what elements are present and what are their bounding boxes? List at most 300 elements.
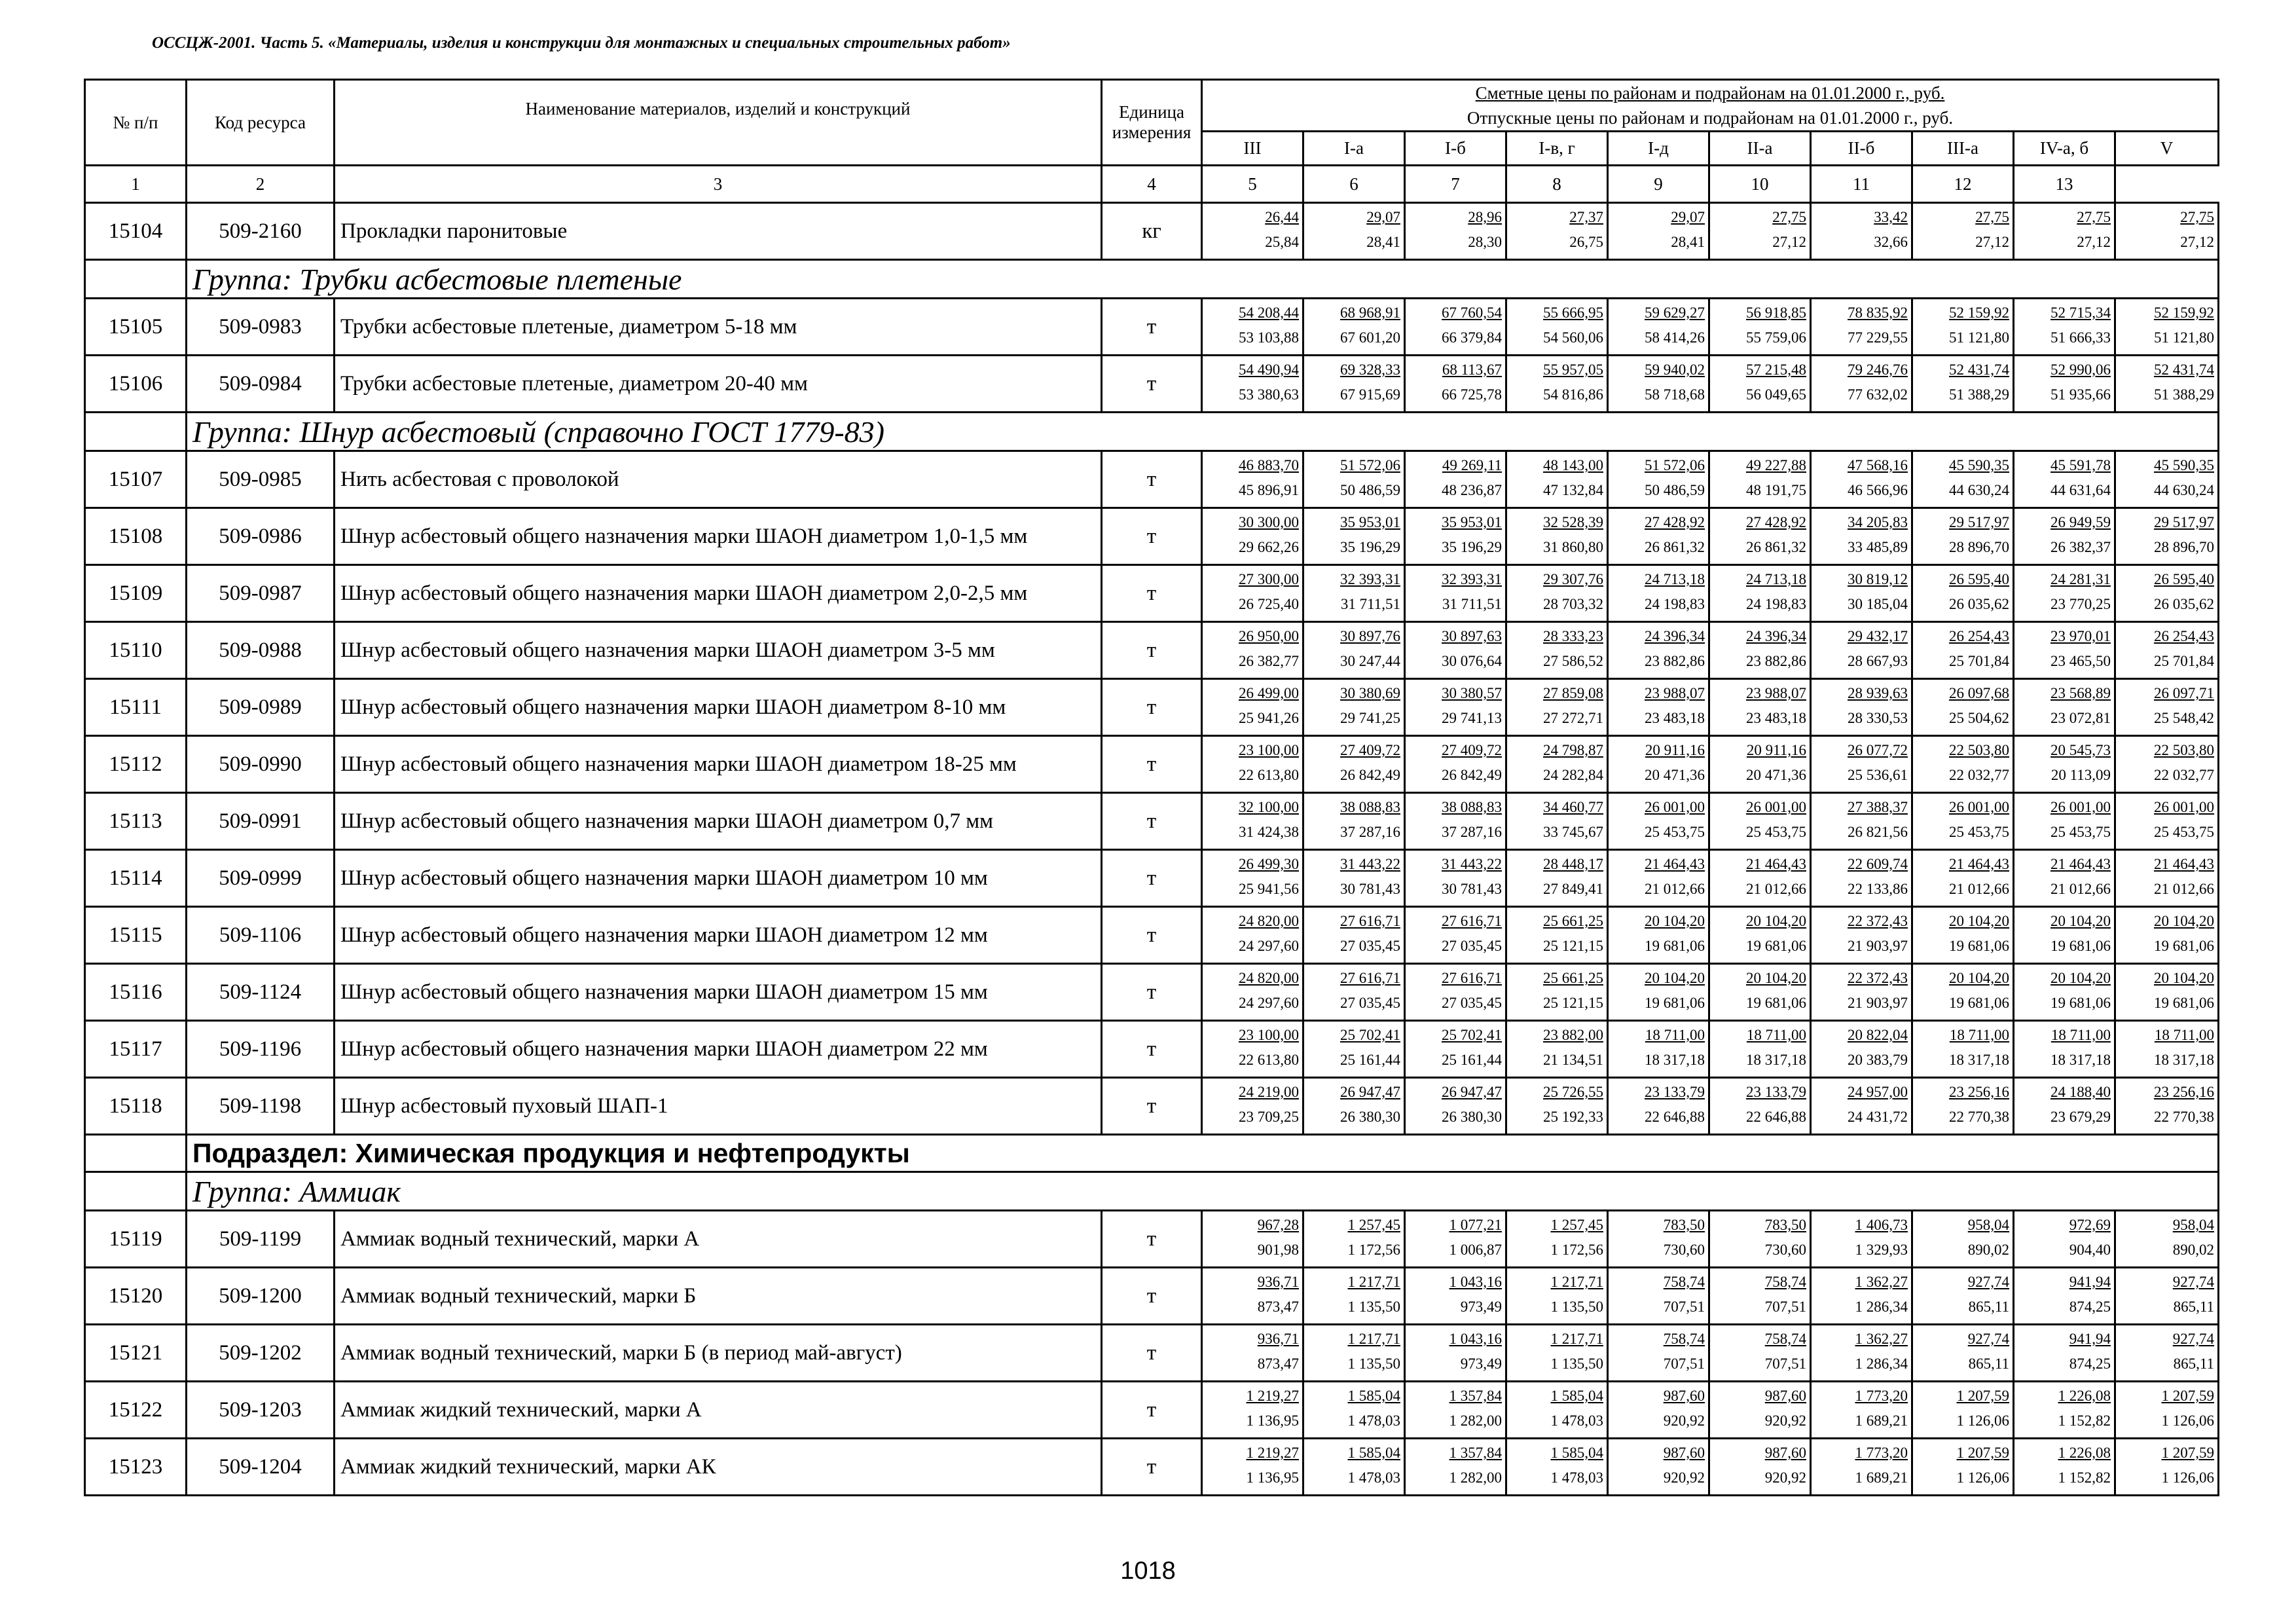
price-cell — [1912, 964, 2014, 1021]
price-cell — [1811, 850, 1912, 907]
row-number: 15120 — [85, 1268, 187, 1325]
release-price: 730,60 — [1764, 1242, 1806, 1258]
price-cell — [1709, 964, 1811, 1021]
release-price: 67 915,69 — [1340, 386, 1400, 403]
column-number: 4 — [1102, 166, 1202, 203]
estimate-price: 32 393,31 — [1340, 571, 1400, 587]
estimate-price: 27,37 — [1569, 209, 1603, 225]
price-cell — [1405, 1325, 1506, 1382]
release-price: 19 681,06 — [2154, 938, 2214, 954]
price-cell — [1811, 451, 1912, 508]
estimate-price: 20 911,16 — [1746, 742, 1806, 758]
price-cell — [1608, 1021, 1709, 1078]
price-cell — [1303, 1325, 1405, 1382]
estimate-price: 27 300,00 — [1239, 571, 1299, 587]
row-number: 15115 — [85, 907, 187, 964]
release-price: 18 317,18 — [1645, 1052, 1705, 1068]
release-price: 18 317,18 — [2050, 1052, 2111, 1068]
release-price: 28,30 — [1468, 234, 1502, 250]
resource-code: 509-1199 — [187, 1211, 335, 1268]
page-header: ОССЦЖ-2001. Часть 5. «Материалы, изделия и конструкции для монтажных и специальных строительных работ» — [152, 34, 1011, 52]
estimate-price: 958,04 — [2172, 1217, 2214, 1233]
release-price: 51 935,66 — [2050, 386, 2111, 403]
material-name: Трубки асбестовые плетеные, диаметром 5-18 мм — [335, 299, 1102, 356]
price-cell — [2014, 622, 2115, 679]
release-price: 29 741,13 — [1442, 710, 1502, 726]
estimate-price: 30 300,00 — [1239, 514, 1299, 530]
resource-code: 509-1202 — [187, 1325, 335, 1382]
estimate-price: 67 760,54 — [1442, 304, 1502, 321]
release-price: 707,51 — [1764, 1299, 1806, 1315]
price-cell — [1709, 793, 1811, 850]
price-cell — [1912, 793, 2014, 850]
estimate-price: 21 464,43 — [2154, 856, 2214, 872]
estimate-price: 27 428,92 — [1645, 514, 1705, 530]
estimate-price: 1 207,59 — [1956, 1445, 2009, 1461]
price-cell — [1709, 850, 1811, 907]
release-price: 1 478,03 — [1550, 1469, 1603, 1486]
price-cell — [1912, 203, 2014, 260]
estimate-price: 936,71 — [1257, 1331, 1299, 1347]
price-cell — [1303, 1078, 1405, 1135]
price-cell — [1912, 1211, 2014, 1268]
price-cell — [1811, 508, 1912, 565]
estimate-price: 23 256,16 — [2154, 1084, 2214, 1100]
estimate-price: 21 464,43 — [2050, 856, 2111, 872]
estimate-price: 20 104,20 — [1645, 913, 1705, 929]
price-cell — [1709, 565, 1811, 622]
estimate-price: 32 393,31 — [1442, 571, 1502, 587]
estimate-price: 79 246,76 — [1848, 361, 1908, 378]
estimate-price: 54 208,44 — [1239, 304, 1299, 321]
release-price: 20 471,36 — [1645, 767, 1705, 783]
price-cell — [1202, 850, 1303, 907]
estimate-price: 46 883,70 — [1239, 457, 1299, 473]
price-cell — [1506, 356, 1608, 413]
estimate-price: 22 503,80 — [1949, 742, 2009, 758]
estimate-price: 1 226,08 — [2058, 1388, 2111, 1404]
release-price: 45 896,91 — [1239, 482, 1299, 498]
price-cell — [1202, 299, 1303, 356]
price-cell — [1506, 736, 1608, 793]
table-row — [85, 565, 2219, 622]
estimate-price: 1 077,21 — [1449, 1217, 1502, 1233]
price-cell — [1608, 964, 1709, 1021]
release-price: 1 689,21 — [1855, 1412, 1908, 1429]
column-number: 2 — [187, 166, 335, 203]
column-number: 12 — [1912, 166, 2014, 203]
price-cell — [1912, 1268, 2014, 1325]
release-price: 25,84 — [1265, 234, 1299, 250]
table-row — [85, 964, 2219, 1021]
estimate-price: 758,74 — [1663, 1274, 1705, 1290]
price-cell — [2115, 622, 2219, 679]
price-cell — [1912, 299, 2014, 356]
release-price: 28 330,53 — [1848, 710, 1908, 726]
release-price: 18 317,18 — [2154, 1052, 2214, 1068]
price-cell — [1811, 1325, 1912, 1382]
release-price: 874,25 — [2069, 1299, 2111, 1315]
price-cell — [1506, 451, 1608, 508]
estimate-price: 28 448,17 — [1543, 856, 1603, 872]
estimate-price: 27 616,71 — [1442, 970, 1502, 986]
release-price: 27 035,45 — [1340, 995, 1400, 1011]
estimate-price: 32 100,00 — [1239, 799, 1299, 815]
estimate-price: 25 702,41 — [1340, 1027, 1400, 1043]
price-cell — [2014, 1021, 2115, 1078]
estimate-price: 49 269,11 — [1442, 457, 1502, 473]
resource-code: 509-0988 — [187, 622, 335, 679]
release-price: 28,41 — [1671, 234, 1705, 250]
unit-cell: т — [1102, 736, 1202, 793]
release-price: 23 882,86 — [1645, 653, 1705, 669]
estimate-price: 22 372,43 — [1848, 913, 1908, 929]
price-cell — [1405, 736, 1506, 793]
release-price: 26,75 — [1569, 234, 1603, 250]
estimate-price: 1 217,71 — [1347, 1331, 1400, 1347]
release-price: 28 896,70 — [2154, 539, 2214, 555]
estimate-price: 45 591,78 — [2050, 457, 2111, 473]
release-price: 27,12 — [1975, 234, 2009, 250]
release-price: 18 317,18 — [1949, 1052, 2009, 1068]
estimate-price: 25 661,25 — [1543, 970, 1603, 986]
estimate-price: 20 104,20 — [2050, 970, 2111, 986]
estimate-price: 25 661,25 — [1543, 913, 1603, 929]
price-cell — [1912, 1078, 2014, 1135]
estimate-price: 27 616,71 — [1340, 913, 1400, 929]
estimate-price: 29 432,17 — [1848, 628, 1908, 644]
release-price: 1 478,03 — [1550, 1412, 1603, 1429]
price-cell — [2115, 964, 2219, 1021]
price-cell — [1303, 203, 1405, 260]
release-price: 66 379,84 — [1442, 329, 1502, 346]
table-row — [85, 850, 2219, 907]
estimate-price: 1 217,71 — [1347, 1274, 1400, 1290]
estimate-price: 55 957,05 — [1543, 361, 1603, 378]
release-price: 20 113,09 — [2050, 767, 2111, 783]
release-price: 21 134,51 — [1543, 1052, 1603, 1068]
estimate-price: 26 097,68 — [1949, 685, 2009, 701]
release-price: 22 613,80 — [1239, 1052, 1299, 1068]
estimate-price: 35 953,01 — [1340, 514, 1400, 530]
estimate-price: 26 001,00 — [1645, 799, 1705, 815]
price-cell — [1202, 565, 1303, 622]
release-price: 20 471,36 — [1746, 767, 1806, 783]
release-price: 25 161,44 — [1340, 1052, 1400, 1068]
row-number: 15121 — [85, 1325, 187, 1382]
table-row — [85, 1021, 2219, 1078]
estimate-price: 30 380,57 — [1442, 685, 1502, 701]
price-cell — [2115, 793, 2219, 850]
estimate-price: 26 001,00 — [2154, 799, 2214, 815]
unit-cell: кг — [1102, 203, 1202, 260]
release-price: 30 185,04 — [1848, 596, 1908, 612]
estimate-price: 20 104,20 — [2050, 913, 2111, 929]
estimate-price: 26 595,40 — [2154, 571, 2214, 587]
release-price: 54 816,86 — [1543, 386, 1603, 403]
price-cell — [1202, 203, 1303, 260]
release-price: 865,11 — [1968, 1299, 2009, 1315]
price-cell — [1202, 736, 1303, 793]
release-price: 26 382,77 — [1239, 653, 1299, 669]
release-price: 25 941,56 — [1239, 881, 1299, 897]
price-cell — [1709, 736, 1811, 793]
release-price: 19 681,06 — [1746, 938, 1806, 954]
estimate-price: 26 001,00 — [1949, 799, 2009, 815]
resource-code: 509-1200 — [187, 1268, 335, 1325]
price-cell — [1912, 622, 2014, 679]
estimate-price: 34 205,83 — [1848, 514, 1908, 530]
estimate-price: 987,60 — [1663, 1388, 1705, 1404]
price-cell — [1405, 203, 1506, 260]
release-price: 31 711,51 — [1442, 596, 1502, 612]
price-cell — [2115, 1382, 2219, 1439]
release-price: 25 453,75 — [1949, 824, 2009, 840]
estimate-price: 52 159,92 — [1949, 304, 2009, 321]
estimate-price: 52 431,74 — [2154, 361, 2214, 378]
release-price: 730,60 — [1663, 1242, 1705, 1258]
price-cell — [1608, 1325, 1709, 1382]
release-price: 56 049,65 — [1746, 386, 1806, 403]
column-number: 10 — [1709, 166, 1811, 203]
row-number: 15110 — [85, 622, 187, 679]
estimate-price: 783,50 — [1663, 1217, 1705, 1233]
release-price: 25 548,42 — [2154, 710, 2214, 726]
release-price: 26 382,37 — [2050, 539, 2111, 555]
estimate-price: 23 568,89 — [2050, 685, 2111, 701]
table-row — [85, 1078, 2219, 1135]
estimate-price: 1 362,27 — [1855, 1331, 1908, 1347]
estimate-price: 967,28 — [1257, 1217, 1299, 1233]
release-price: 26 035,62 — [2154, 596, 2214, 612]
release-price: 901,98 — [1257, 1242, 1299, 1258]
release-price: 27,12 — [2180, 234, 2214, 250]
release-price: 53 103,88 — [1239, 329, 1299, 346]
estimate-price: 1 585,04 — [1550, 1445, 1603, 1461]
price-cell — [1303, 299, 1405, 356]
price-cell — [1405, 356, 1506, 413]
estimate-price: 28,96 — [1468, 209, 1502, 225]
estimate-price: 25 726,55 — [1543, 1084, 1603, 1100]
estimate-price: 758,74 — [1663, 1331, 1705, 1347]
row-number: 15114 — [85, 850, 187, 907]
price-cell — [2014, 565, 2115, 622]
price-cell — [2115, 565, 2219, 622]
estimate-price: 1 257,45 — [1347, 1217, 1400, 1233]
header-region: IV-а, б — [2014, 132, 2115, 166]
price-cell — [1709, 1078, 1811, 1135]
material-name: Прокладки паронитовые — [335, 203, 1102, 260]
release-price: 707,51 — [1663, 1356, 1705, 1372]
release-price: 35 196,29 — [1340, 539, 1400, 555]
table-row — [85, 356, 2219, 413]
estimate-price: 20 104,20 — [1746, 970, 1806, 986]
release-price: 46 566,96 — [1848, 482, 1908, 498]
price-cell — [1608, 1211, 1709, 1268]
unit-cell: т — [1102, 1021, 1202, 1078]
row-number: 15106 — [85, 356, 187, 413]
price-cell — [1506, 1268, 1608, 1325]
resource-code: 509-2160 — [187, 203, 335, 260]
resource-code: 509-1196 — [187, 1021, 335, 1078]
estimate-price: 27 859,08 — [1543, 685, 1603, 701]
group-title: Группа: Трубки асбестовые плетеные — [187, 260, 2219, 299]
release-price: 23 483,18 — [1645, 710, 1705, 726]
estimate-price: 1 585,04 — [1347, 1445, 1400, 1461]
estimate-price: 57 215,48 — [1746, 361, 1806, 378]
price-cell — [1506, 565, 1608, 622]
estimate-price: 1 217,71 — [1550, 1274, 1603, 1290]
column-number: 5 — [1202, 166, 1303, 203]
estimate-price: 927,74 — [2172, 1331, 2214, 1347]
row-number: 15105 — [85, 299, 187, 356]
price-cell — [1912, 679, 2014, 736]
price-cell — [1405, 907, 1506, 964]
release-price: 67 601,20 — [1340, 329, 1400, 346]
unit-cell: т — [1102, 1211, 1202, 1268]
price-cell — [1202, 1382, 1303, 1439]
release-price: 1 126,06 — [1956, 1469, 2009, 1486]
price-cell — [2014, 907, 2115, 964]
price-cell — [1912, 907, 2014, 964]
estimate-price: 27,75 — [2077, 209, 2111, 225]
price-cell — [1811, 736, 1912, 793]
release-price: 1 152,82 — [2058, 1469, 2111, 1486]
estimate-price: 20 104,20 — [1949, 913, 2009, 929]
release-price: 19 681,06 — [2154, 995, 2214, 1011]
estimate-price: 941,94 — [2069, 1331, 2111, 1347]
resource-code: 509-0999 — [187, 850, 335, 907]
price-cell — [1303, 1211, 1405, 1268]
material-name: Шнур асбестовый общего назначения марки ШАОН диаметром 8-10 мм — [335, 679, 1102, 736]
price-cell — [1506, 1325, 1608, 1382]
group-empty-cell — [85, 260, 187, 299]
price-cell — [2115, 508, 2219, 565]
estimate-price: 38 088,83 — [1340, 799, 1400, 815]
release-price: 1 689,21 — [1855, 1469, 1908, 1486]
price-cell — [1506, 1078, 1608, 1135]
estimate-price: 22 372,43 — [1848, 970, 1908, 986]
price-cell — [1506, 964, 1608, 1021]
estimate-price: 26 595,40 — [1949, 571, 2009, 587]
release-price: 31 711,51 — [1340, 596, 1400, 612]
table-row — [85, 736, 2219, 793]
row-number: 15117 — [85, 1021, 187, 1078]
estimate-price: 31 443,22 — [1340, 856, 1400, 872]
estimate-price: 758,74 — [1764, 1331, 1806, 1347]
release-price: 873,47 — [1257, 1299, 1299, 1315]
estimate-price: 1 219,27 — [1246, 1388, 1299, 1404]
price-cell — [1405, 299, 1506, 356]
price-cell — [1608, 679, 1709, 736]
price-cell — [1912, 1325, 2014, 1382]
unit-cell: т — [1102, 907, 1202, 964]
header-prices — [1202, 80, 2219, 132]
release-price: 18 317,18 — [1746, 1052, 1806, 1068]
row-number: 15107 — [85, 451, 187, 508]
price-cell — [2014, 964, 2115, 1021]
release-price: 920,92 — [1764, 1412, 1806, 1429]
price-cell — [2014, 1382, 2115, 1439]
release-price: 23 483,18 — [1746, 710, 1806, 726]
price-cell — [1202, 1211, 1303, 1268]
release-price: 1 282,00 — [1449, 1412, 1502, 1429]
material-name: Аммиак жидкий технический, марки АК — [335, 1439, 1102, 1496]
price-cell — [1912, 1382, 2014, 1439]
price-cell — [1202, 907, 1303, 964]
release-price: 890,02 — [2172, 1242, 2214, 1258]
estimate-price: 26 499,00 — [1239, 685, 1299, 701]
release-price: 920,92 — [1663, 1469, 1705, 1486]
price-cell — [1303, 622, 1405, 679]
price-cell — [1811, 1021, 1912, 1078]
column-number-row — [85, 166, 2219, 203]
price-cell — [1506, 203, 1608, 260]
resource-code: 509-0983 — [187, 299, 335, 356]
price-cell — [1912, 356, 2014, 413]
row-number: 15111 — [85, 679, 187, 736]
estimate-price: 30 897,76 — [1340, 628, 1400, 644]
estimate-price: 987,60 — [1764, 1388, 1806, 1404]
row-number: 15112 — [85, 736, 187, 793]
release-price: 51 388,29 — [1949, 386, 2009, 403]
price-cell — [1912, 451, 2014, 508]
resource-code: 509-0985 — [187, 451, 335, 508]
release-price: 26 035,62 — [1949, 596, 2009, 612]
estimate-price: 21 464,43 — [1746, 856, 1806, 872]
table-row — [85, 679, 2219, 736]
column-number: 11 — [1811, 166, 1912, 203]
price-cell — [1202, 1078, 1303, 1135]
estimate-price: 1 207,59 — [2161, 1388, 2214, 1404]
estimate-price: 23 988,07 — [1645, 685, 1705, 701]
estimate-price: 936,71 — [1257, 1274, 1299, 1290]
release-price: 1 126,06 — [2161, 1469, 2214, 1486]
estimate-price: 29,07 — [1366, 209, 1400, 225]
release-price: 25 453,75 — [1746, 824, 1806, 840]
price-cell — [1912, 508, 2014, 565]
release-price: 1 135,50 — [1347, 1356, 1400, 1372]
row-number: 15118 — [85, 1078, 187, 1135]
price-cell — [1303, 508, 1405, 565]
unit-cell: т — [1102, 793, 1202, 850]
estimate-price: 1 585,04 — [1347, 1388, 1400, 1404]
row-number: 15109 — [85, 565, 187, 622]
price-cell — [1811, 907, 1912, 964]
price-cell — [2115, 1021, 2219, 1078]
release-price: 1 136,95 — [1246, 1412, 1299, 1429]
estimate-price: 23 100,00 — [1239, 742, 1299, 758]
table-row — [85, 451, 2219, 508]
release-price: 51 388,29 — [2154, 386, 2214, 403]
price-cell — [1811, 793, 1912, 850]
release-price: 31 860,80 — [1543, 539, 1603, 555]
release-price: 25 453,75 — [1645, 824, 1705, 840]
price-cell — [1506, 299, 1608, 356]
price-cell — [1608, 622, 1709, 679]
release-price: 27 035,45 — [1340, 938, 1400, 954]
release-price: 1 478,03 — [1347, 1412, 1400, 1429]
release-price: 77 229,55 — [1848, 329, 1908, 346]
release-price: 27 035,45 — [1442, 995, 1502, 1011]
price-cell — [2115, 679, 2219, 736]
header-region: I-д — [1608, 132, 1709, 166]
estimate-price: 758,74 — [1764, 1274, 1806, 1290]
price-cell — [1506, 907, 1608, 964]
price-cell — [1709, 451, 1811, 508]
release-price: 22 613,80 — [1239, 767, 1299, 783]
estimate-price: 26 947,47 — [1340, 1084, 1400, 1100]
